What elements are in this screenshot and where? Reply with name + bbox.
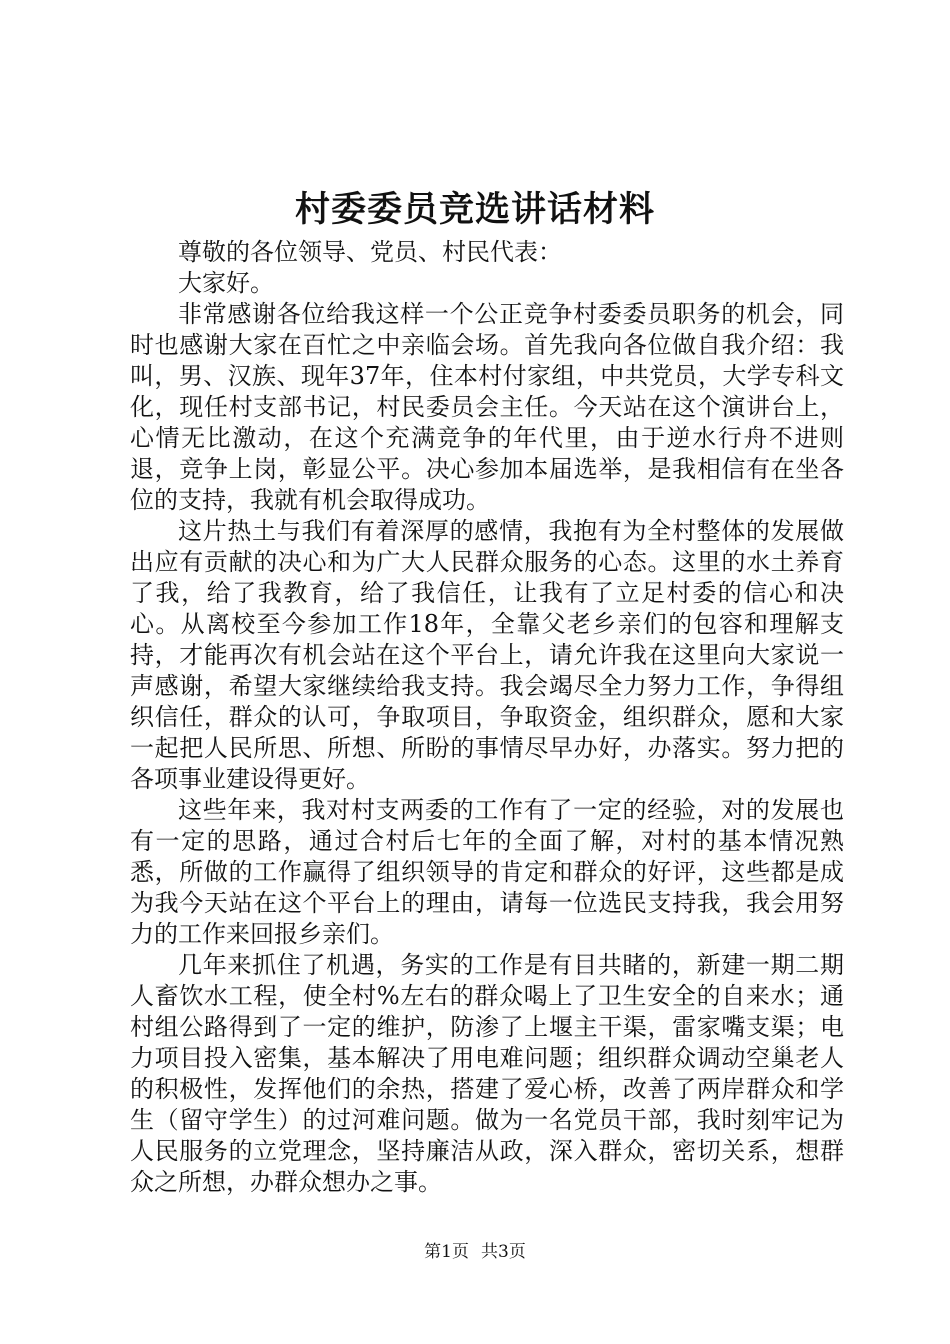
document-body <box>130 237 844 1198</box>
greeting: 大家好。 <box>178 269 274 297</box>
paragraph-1: 非常感谢各位给我这样一个公正竞争村委委员职务的机会，同时也感谢大家在百忙之中亲临会场。首先我向各位做自我介绍：我叫，男、汉族、现年37年，住本村付家组，中共党员，大学专科文化，现任村支部书记，村民委员会主任。今天站在这个演讲台上，心情无比激动，在这个充满竞争的年代里，由于逆水行舟不进则退，竞争上岗，彰显公平。决心参加本届选举，是我相信有在坐各位的支持，我就有机会取得成功。 <box>130 300 844 514</box>
page-number: 第1页 <box>424 1242 469 1262</box>
page-total: 共3页 <box>481 1242 526 1262</box>
paragraph-3: 这些年来，我对村支两委的工作有了一定的经验，对的发展也有一定的思路，通过合村后七年的全面了解，对村的基本情况熟悉，所做的工作赢得了组织领导的肯定和群众的好评，这些都是成为我今天站在这个平台上的理由，请每一位选民支持我，我会用努力的工作来回报乡亲们。 <box>130 796 844 948</box>
document-title: 村委委员竞选讲话材料 <box>294 189 655 230</box>
salutation: 尊敬的各位领导、党员、村民代表： <box>178 238 562 266</box>
paragraph-4: 几年来抓住了机遇，务实的工作是有目共睹的，新建一期二期人畜饮水工程，使全村%左右的群众喝上了卫生安全的自来水；通村组公路得到了一定的维护，防渗了上堰主干渠，雷家嘴支渠；电力项目投入密集，基本解决了用电难问题；组织群众调动空巢老人的积极性，发挥他们的余热，搭建了爱心桥，改善了两岸群众和学生（留守学生）的过河难问题。做为一名党员干部，我时刻牢记为人民服务的立党理念，坚持廉洁从政，深入群众，密切关系，想群众之所想，办群众想办之事。 <box>130 951 844 1196</box>
page-footer <box>0 1240 950 1264</box>
paragraph-2: 这片热土与我们有着深厚的感情，我抱有为全村整体的发展做出应有贡献的决心和为广大人民群众服务的心态。这里的水土养育了我，给了我教育，给了我信任，让我有了立足村委的信心和决心。从离校至今参加工作18年，全靠父老乡亲们的包容和理解支持，才能再次有机会站在这个平台上，请允许我在这里向大家说一声感谢，希望大家继续给我支持。我会竭尽全力努力工作，争得组织信任，群众的认可，争取项目，争取资金，组织群众，愿和大家一起把人民所思、所想、所盼的事情尽早办好，办落实。努力把的各项事业建设得更好。 <box>130 517 844 793</box>
